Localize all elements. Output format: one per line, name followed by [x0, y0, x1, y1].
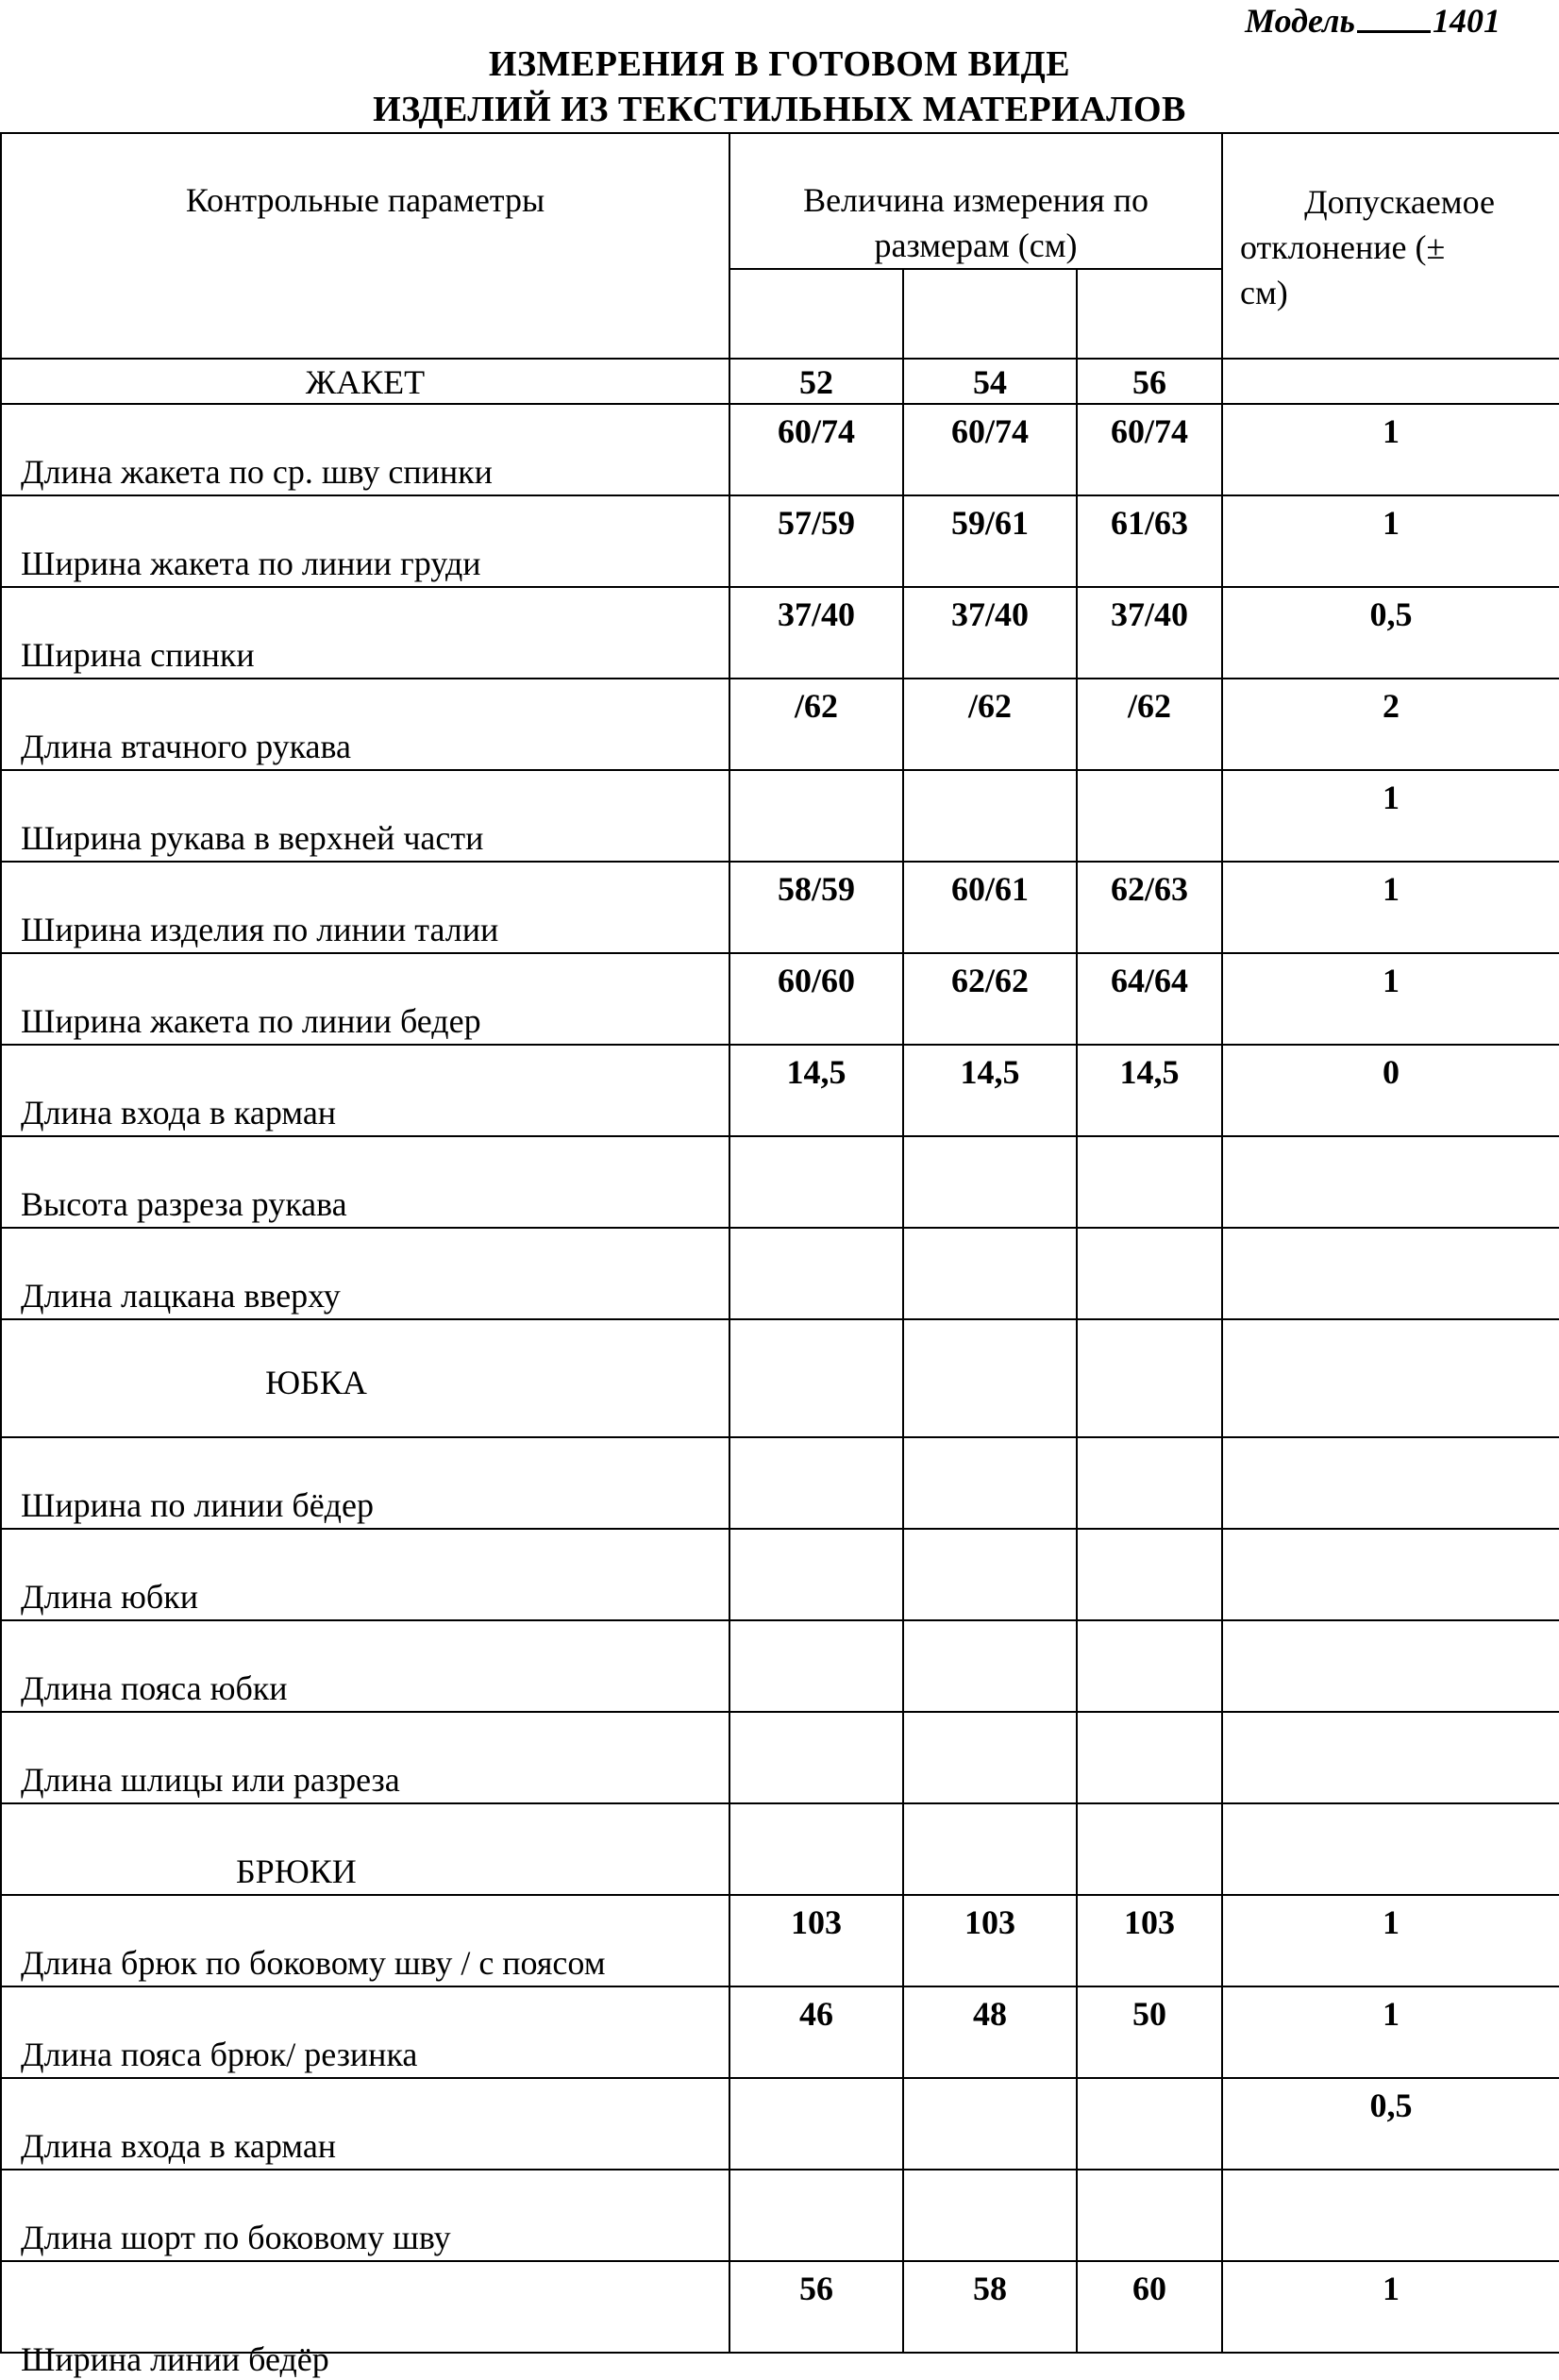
row-label: Длина втачного рукава — [21, 728, 352, 765]
row-value: 58/59 — [729, 862, 903, 953]
table-row — [1, 770, 1559, 862]
row-value — [729, 770, 903, 862]
table-row — [1, 404, 1559, 495]
table-row — [1, 495, 1559, 587]
row-value: 60/74 — [1077, 404, 1222, 495]
row-label: Длина шорт по боковому шву — [21, 2219, 451, 2256]
row-value: 103 — [1077, 1895, 1222, 1986]
row-tolerance: 0,5 — [1222, 587, 1559, 679]
table-row — [1, 587, 1559, 679]
table-row — [1, 1712, 1559, 1803]
table-row — [1, 1136, 1559, 1228]
row-tolerance: 1 — [1222, 953, 1559, 1045]
row-label: Длина входа в карман — [21, 2127, 337, 2165]
table-row — [1, 2261, 1559, 2353]
header-size-blank — [729, 269, 903, 359]
row-value — [903, 1712, 1077, 1803]
section-title-jacket: ЖАКЕТ — [1, 359, 729, 404]
table-row — [1, 1045, 1559, 1136]
row-value: /62 — [729, 679, 903, 770]
row-tolerance: 1 — [1222, 862, 1559, 953]
row-tolerance: 1 — [1222, 1986, 1559, 2078]
row-value: 60/74 — [903, 404, 1077, 495]
row-value — [903, 1228, 1077, 1319]
table-row — [1, 679, 1559, 770]
size-56: 56 — [1077, 359, 1222, 404]
row-label: Длина пояса юбки — [21, 1669, 288, 1707]
model-label: Модель — [1245, 2, 1355, 40]
row-tolerance: 1 — [1222, 2261, 1559, 2353]
row-value: 103 — [729, 1895, 903, 1986]
row-value: 37/40 — [1077, 587, 1222, 679]
section-title-skirt: ЮБКА — [265, 1364, 367, 1401]
row-value — [729, 1529, 903, 1620]
section-skirt-row — [1, 1319, 1559, 1437]
title-line-2: ИЗДЕЛИЙ ИЗ ТЕКСТИЛЬНЫХ МАТЕРИАЛОВ — [373, 90, 1186, 129]
row-value — [903, 2078, 1077, 2170]
row-tolerance: 1 — [1222, 770, 1559, 862]
table-row — [1, 1986, 1559, 2078]
row-value: 37/40 — [729, 587, 903, 679]
row-value — [1077, 770, 1222, 862]
row-value: 14,5 — [729, 1045, 903, 1136]
row-value: 46 — [729, 1986, 903, 2078]
row-tolerance: 2 — [1222, 679, 1559, 770]
row-tolerance — [1222, 1136, 1559, 1228]
row-value — [903, 1437, 1077, 1529]
row-value: 64/64 — [1077, 953, 1222, 1045]
row-value — [903, 2170, 1077, 2261]
row-value: 56 — [729, 2261, 903, 2353]
table-row — [1, 1228, 1559, 1319]
row-value: 103 — [903, 1895, 1077, 1986]
table-row — [1, 862, 1559, 953]
row-value — [1077, 1529, 1222, 1620]
header-param: Контрольные параметры — [1, 133, 729, 359]
row-value: 14,5 — [903, 1045, 1077, 1136]
row-label: Длина пояса брюк/ резинка — [21, 2036, 418, 2073]
row-value — [1077, 1620, 1222, 1712]
size-54: 54 — [903, 359, 1077, 404]
row-value: 59/61 — [903, 495, 1077, 587]
row-value — [1077, 1437, 1222, 1529]
row-tolerance: 1 — [1222, 404, 1559, 495]
row-tolerance: 0 — [1222, 1045, 1559, 1136]
row-tolerance — [1222, 1529, 1559, 1620]
header-size: Величина измерения по размерам (см) — [729, 133, 1222, 269]
model-number — [1245, 0, 1500, 42]
row-value: 48 — [903, 1986, 1077, 2078]
row-value — [729, 1228, 903, 1319]
row-value: 57/59 — [729, 495, 903, 587]
row-tolerance — [1222, 1228, 1559, 1319]
row-value — [1077, 2170, 1222, 2261]
section-trousers-row — [1, 1803, 1559, 1895]
row-tolerance — [1222, 1712, 1559, 1803]
row-value — [903, 1136, 1077, 1228]
row-label: Ширина жакета по линии груди — [21, 545, 481, 582]
row-tolerance — [1222, 2170, 1559, 2261]
row-value: 60 — [1077, 2261, 1222, 2353]
row-value: /62 — [1077, 679, 1222, 770]
table-row — [1, 1437, 1559, 1529]
header-tolerance: Допускаемое отклонение (± см) — [1222, 133, 1559, 359]
row-label: Высота разреза рукава — [21, 1185, 347, 1223]
row-label: Длина юбки — [21, 1578, 198, 1616]
row-value — [1077, 1136, 1222, 1228]
row-label: Длина шлицы или разреза — [21, 1761, 400, 1799]
row-value — [729, 1437, 903, 1529]
table-row — [1, 953, 1559, 1045]
header-size-blank — [1077, 269, 1222, 359]
row-value: 37/40 — [903, 587, 1077, 679]
row-value: 14,5 — [1077, 1045, 1222, 1136]
section-tolerance-blank — [1222, 359, 1559, 404]
row-label: Ширина жакета по линии бедер — [21, 1002, 481, 1040]
model-underline — [1357, 0, 1431, 33]
row-label: Ширина по линии бёдер — [21, 1486, 374, 1524]
row-value: 62/62 — [903, 953, 1077, 1045]
row-tolerance: 0,5 — [1222, 2078, 1559, 2170]
row-label: Ширина изделия по линии талии — [21, 911, 499, 948]
row-value — [729, 1620, 903, 1712]
section-title-trousers: БРЮКИ — [236, 1852, 357, 1890]
row-label: Ширина рукава в верхней части — [21, 819, 484, 857]
row-value — [903, 1529, 1077, 1620]
row-value: /62 — [903, 679, 1077, 770]
row-value — [1077, 2078, 1222, 2170]
row-value — [729, 1136, 903, 1228]
row-tolerance — [1222, 1437, 1559, 1529]
table-row — [1, 2170, 1559, 2261]
row-label: Ширина спинки — [21, 636, 255, 674]
table-row — [1, 1620, 1559, 1712]
table-row — [1, 1895, 1559, 1986]
row-value — [1077, 1712, 1222, 1803]
row-value: 61/63 — [1077, 495, 1222, 587]
row-tolerance — [1222, 1620, 1559, 1712]
row-label: Длина лацкана вверху — [21, 1277, 341, 1315]
row-value: 62/63 — [1077, 862, 1222, 953]
row-value — [1077, 1228, 1222, 1319]
row-label: Длина брюк по боковому шву / с поясом — [21, 1944, 606, 1982]
model-value: 1401 — [1433, 2, 1500, 40]
row-value — [729, 2078, 903, 2170]
row-value — [729, 1712, 903, 1803]
row-value: 50 — [1077, 1986, 1222, 2078]
title-line-1: ИЗМЕРЕНИЯ В ГОТОВОМ ВИДЕ — [488, 44, 1071, 84]
row-value: 60/61 — [903, 862, 1077, 953]
table-row — [1, 1529, 1559, 1620]
row-value — [903, 770, 1077, 862]
row-value — [903, 1620, 1077, 1712]
row-value — [729, 2170, 903, 2261]
row-label: Ширина линии бедёр — [21, 2340, 329, 2378]
row-value: 60/74 — [729, 404, 903, 495]
row-value: 58 — [903, 2261, 1077, 2353]
size-52: 52 — [729, 359, 903, 404]
table-row — [1, 2078, 1559, 2170]
measurement-table — [0, 132, 1559, 2378]
row-value: 60/60 — [729, 953, 903, 1045]
row-tolerance: 1 — [1222, 495, 1559, 587]
row-label: Длина входа в карман — [21, 1094, 337, 1131]
row-label: Длина жакета по ср. шву спинки — [21, 453, 493, 491]
section-jacket-row — [1, 359, 1559, 404]
row-tolerance: 1 — [1222, 1895, 1559, 1986]
header-size-blank — [903, 269, 1077, 359]
